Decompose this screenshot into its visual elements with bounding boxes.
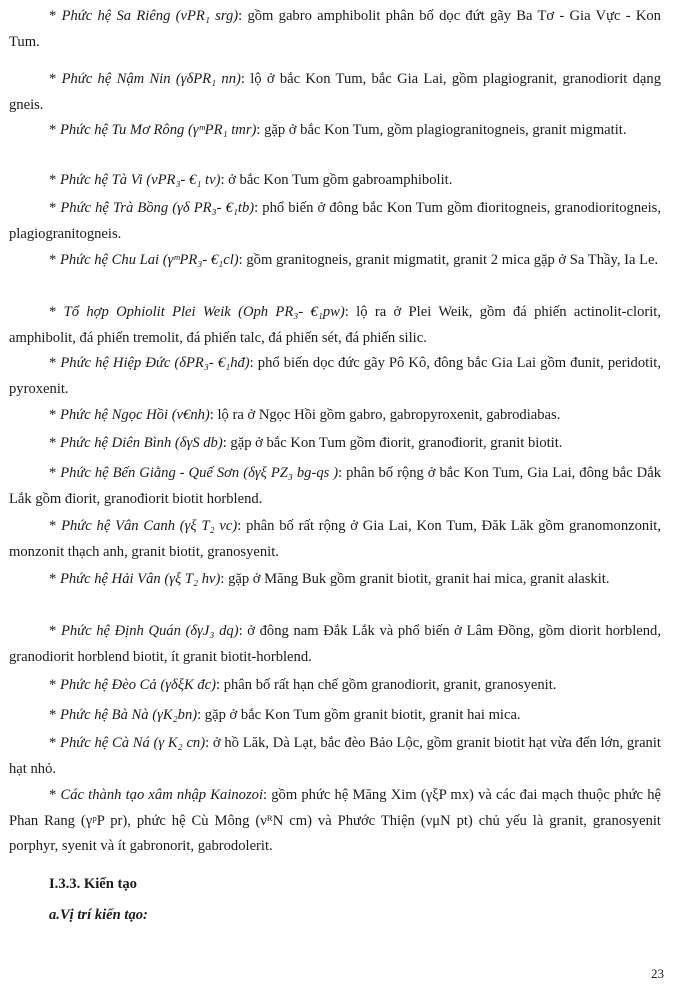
paragraph-nam-nin: * Phức hệ Nậm Nin (γδPR₁ nn): lộ ở bắc Kon Tum, bắc Gia Lai, gồm plagiogranit, granodiorit dạng gneis. [9,71,661,113]
page-number: 23 [651,966,664,981]
paragraph-deo-ca: * Phức hệ Đèo Cả (γδξK đc): phân bố rất hạn chế gồm granodiorit, granit, granosyenit. [49,677,557,693]
paragraph-ba-na: * Phức hệ Bà Nà (γK₂bn): gặp ở bắc Kon Tum gồm granit biotit, granit hai mica. [49,707,521,723]
paragraph-chu-lai: * Phức hệ Chu Lai (γᵐPR₃- €₁cl): gồm granitogneis, granit migmatit, granit 2 mica gặp ở Sa Thầy, Ia Le. [49,252,659,268]
paragraph-tra-bong: * Phức hệ Trà Bồng (γδ PR₃- €₁tb): phổ biến ở đông bắc Kon Tum gồm đioritogneis, granodioritogneis, plagiogranitogneis. [9,200,662,242]
paragraph-plei-weik: * Tổ hợp Ophiolit Plei Weik (Oph PR₃- €₁pw): lộ ra ở Plei Weik, gồm đá phiến actinolit-clorit, amphibolit, đá phiến tremolit, đá phiến talc, đá phiến sét, đá phiến silic. [9,304,661,346]
paragraph-van-canh: * Phức hệ Vân Canh (γξ T₂ vc): phân bố rất rộng ở Gia Lai, Kon Tum, Đăk Lăk gồm granomonzonit, monzonit thạch anh, granit biotit, granosyenit. [9,518,661,560]
paragraph-kainozoi: * Các thành tạo xâm nhập Kainozoi: gồm phức hệ Măng Xim (γξP mx) và các đai mạch thuộc phức hệ Phan Rang (γᵖP pr), phức hệ Cù Mông (νᴿN cm) và Phước Thiện (νμN pt) chủ yếu là granit, granosyenit porphyr, syenit và ít gabronorit, gabrodolerit. [9,787,661,854]
paragraph-dinh-quan: * Phức hệ Định Quán (δγJ₃ dq): ở đông nam Đắk Lắk và phổ biến ở Lâm Đồng, gồm diorit horblend, granodiorit horblend biotit, ít granit biotit-horblend. [9,623,661,665]
paragraph-dien-binh: * Phức hệ Diên Bình (δγS db): gặp ở bắc Kon Tum gồm điorit, granođiorit, granit biotit. [49,435,563,451]
paragraph-tu-mo-rong: * Phức hệ Tu Mơ Rông (γᵐPR₁ tmr): gặp ở bắc Kon Tum, gồm plagiogranitogneis, granit migmatit. [49,122,627,138]
paragraph-hiep-duc: * Phức hệ Hiệp Đức (δPR₃- €₁hđ): phổ biến dọc đức gãy Pô Kô, đông bắc Gia Lai gồm đunit, peridotit, pyroxenit. [9,355,661,397]
paragraph-hai-van: * Phức hệ Hải Vân (γξ T₂ hv): gặp ở Măng Buk gồm granit biotit, granit hai mica, granit alaskit. [49,571,610,587]
paragraph-sa-rieng: * Phức hệ Sa Riêng (νPR₁ srg): gồm gabro amphibolit phân bố dọc đứt gãy Ba Tơ - Gia Vực - Kon Tum. [9,8,661,50]
section-heading: I.3.3. Kiến tạo [49,876,137,892]
paragraph-ca-na: * Phức hệ Cà Ná (γ K₂ cn): ở hồ Lăk, Dà Lạt, bắc đèo Bảo Lộc, gồm granit biotit hạt vừa đến lớn, granit hạt nhỏ. [9,735,661,777]
paragraph-ben-giang-que-son: * Phức hệ Bến Giằng - Quế Sơn (δγξ PZ₃ bg-qs ): phân bố rộng ở bắc Kon Tum, Gia Lai, đông bắc Dắk Lắk gồm điorit, granođiorit biotit horblend. [9,465,661,507]
paragraph-ngoc-hoi: * Phức hệ Ngọc Hồi (ν€nh): lộ ra ở Ngọc Hồi gồm gabro, gabropyroxenit, gabrodiabas. [49,407,561,423]
subsection-heading: a.Vị trí kiến tạo: [49,907,148,923]
paragraph-ta-vi: * Phức hệ Tà Vi (νPR₃- €₁ tv): ở bắc Kon Tum gồm gabroamphibolit. [49,172,453,188]
